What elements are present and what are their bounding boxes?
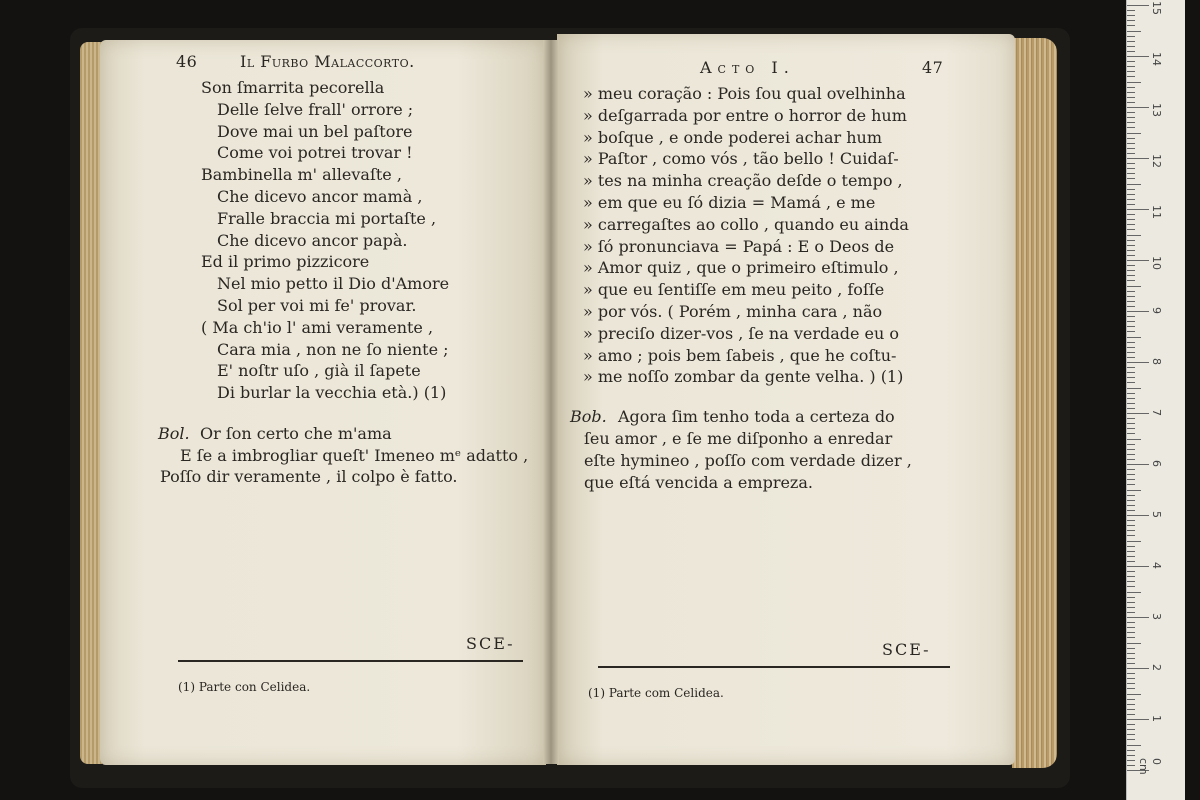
right-speaker: Bob. (570, 407, 607, 426)
ruler-tick (1127, 260, 1149, 261)
ruler-tick (1127, 87, 1135, 88)
ruler-number: 10 (1150, 256, 1163, 270)
ruler-tick (1127, 739, 1135, 740)
prose-line: » tes na minha creação deſde o tempo , (583, 171, 903, 191)
ruler-number: 5 (1150, 511, 1163, 518)
speech-line: que eſtá vencida a empreza. (584, 473, 813, 492)
ruler-tick (1127, 551, 1135, 552)
ruler-tick (1127, 734, 1135, 735)
speech-line: Or ſon certo che m'ama (200, 424, 392, 443)
ruler-tick (1127, 316, 1135, 317)
ruler-tick (1127, 107, 1149, 108)
right-footnote: (1) Parte com Celidea. (588, 686, 724, 700)
ruler-tick (1127, 643, 1141, 644)
ruler-tick (1127, 602, 1135, 603)
ruler-tick (1127, 204, 1135, 205)
ruler-tick (1127, 688, 1135, 689)
ruler-tick (1127, 678, 1135, 679)
right-running-head: Acto I. (700, 58, 795, 77)
prose-line: » meu coração : Pois ſou qual ovelhinha (583, 84, 906, 103)
ruler-tick (1127, 566, 1149, 567)
ruler-tick (1127, 20, 1135, 21)
ruler-tick (1127, 729, 1135, 730)
ruler-tick (1127, 546, 1135, 547)
ruler-tick (1127, 148, 1135, 149)
ruler-tick (1127, 637, 1135, 638)
ruler-tick (1127, 464, 1149, 465)
left-footnote-rule (178, 660, 523, 662)
ruler-tick (1127, 663, 1135, 664)
left-footnote: (1) Parte con Celidea. (178, 680, 311, 694)
ruler-tick (1127, 403, 1135, 404)
speech-line: ſeu amor , e ſe me diſponho a enredar (584, 429, 893, 448)
ruler-tick (1127, 525, 1135, 526)
ruler-tick (1127, 745, 1141, 746)
ruler-tick (1127, 694, 1141, 695)
ruler-number: 14 (1150, 52, 1163, 66)
ruler-number: 7 (1150, 409, 1163, 416)
ruler-tick (1127, 382, 1135, 383)
ruler-tick (1127, 673, 1135, 674)
ruler-tick (1127, 571, 1135, 572)
ruler-tick (1127, 561, 1135, 562)
ruler-tick (1127, 10, 1135, 11)
ruler-tick (1127, 46, 1135, 47)
ruler-tick (1127, 597, 1135, 598)
ruler-number: 12 (1150, 154, 1163, 168)
verse-line: Delle ſelve frall' orrore ; (217, 99, 414, 119)
ruler-tick (1127, 393, 1135, 394)
left-page-number: 46 (176, 52, 198, 71)
ruler-tick (1127, 265, 1135, 266)
ruler-number: 13 (1150, 103, 1163, 117)
ruler-tick (1127, 388, 1141, 389)
ruler-tick (1127, 592, 1141, 593)
ruler-tick (1127, 495, 1135, 496)
ruler-tick (1127, 724, 1135, 725)
ruler-tick (1127, 133, 1141, 134)
ruler-tick (1127, 586, 1135, 587)
ruler-tick (1127, 168, 1135, 169)
ruler-tick (1127, 194, 1135, 195)
prose-line: » me noſſo zombar da gente velha. ) (1) (583, 367, 904, 387)
ruler-tick (1127, 627, 1135, 628)
verse-line: Come voi potrei trovar ! (217, 143, 413, 163)
ruler-tick (1127, 291, 1135, 292)
ruler-tick (1127, 138, 1135, 139)
prose-line: » em que eu ſó dizia = Mamá , e me (583, 193, 876, 212)
ruler-tick (1127, 122, 1135, 123)
ruler-tick (1127, 102, 1135, 103)
ruler-tick (1127, 648, 1135, 649)
verse-line: Bambinella m' allevaſte , (201, 165, 402, 185)
verse-line: Dove mai un bel paſtore (217, 121, 413, 141)
ruler-tick (1127, 61, 1135, 62)
ruler-unit-label: 0 cm (1137, 758, 1163, 775)
ruler-tick (1127, 250, 1135, 251)
prose-line: » Amor quiz , que o primeiro eſtimulo , (583, 258, 899, 278)
verse-line: Sol per voi mi fe' provar. (217, 296, 417, 315)
ruler-tick (1127, 209, 1149, 210)
ruler-tick (1127, 612, 1135, 613)
ruler-tick (1127, 357, 1135, 358)
ruler-tick (1127, 709, 1135, 710)
ruler-tick (1127, 576, 1135, 577)
speech-line: E ſe a imbrogliar queſt' Imeneo mᵉ adatto , (180, 445, 529, 465)
right-catchword: SCE- (882, 640, 931, 659)
ruler-tick (1127, 245, 1135, 246)
ruler-tick (1127, 454, 1135, 455)
ruler-tick (1127, 76, 1135, 77)
ruler-tick (1127, 112, 1135, 113)
ruler-tick (1127, 556, 1135, 557)
verse-line: Che dicevo ancor papà. (217, 230, 408, 250)
ruler-tick (1127, 439, 1141, 440)
verse-line: Che dicevo ancor mamà , (217, 187, 423, 206)
ruler-tick (1127, 372, 1135, 373)
ruler-tick (1127, 510, 1135, 511)
ruler-tick (1127, 15, 1135, 16)
ruler-tick (1127, 433, 1135, 434)
ruler-tick (1127, 398, 1135, 399)
ruler-tick (1127, 214, 1135, 215)
ruler-tick (1127, 530, 1135, 531)
ruler-number: 4 (1150, 562, 1163, 569)
ruler-tick (1127, 143, 1135, 144)
ruler-tick (1127, 173, 1135, 174)
left-page-edges (80, 42, 102, 764)
ruler-tick (1127, 189, 1135, 190)
ruler-tick (1127, 469, 1135, 470)
ruler-tick (1127, 408, 1135, 409)
ruler-tick (1127, 719, 1149, 720)
prose-line: » carregaſtes ao collo , quando eu ainda (583, 214, 909, 234)
ruler-tick (1127, 337, 1141, 338)
ruler-tick (1127, 219, 1135, 220)
prose-line: » ſó pronunciava = Papá : E o Deos de (583, 236, 895, 256)
ruler-tick (1127, 163, 1135, 164)
ruler-tick (1127, 750, 1135, 751)
prose-line: » boſque , e onde poderei achar hum (583, 127, 882, 147)
ruler-tick (1127, 296, 1135, 297)
ruler-tick (1127, 490, 1141, 491)
ruler-tick (1127, 632, 1135, 633)
speech-line: Agora ſim tenho toda a certeza do (618, 407, 895, 426)
ruler-tick (1127, 704, 1135, 705)
ruler-tick (1127, 362, 1149, 363)
ruler-tick (1127, 699, 1135, 700)
ruler-tick (1127, 153, 1135, 154)
ruler-tick (1127, 255, 1135, 256)
ruler-tick (1127, 286, 1141, 287)
ruler-tick (1127, 311, 1149, 312)
ruler-tick (1127, 617, 1149, 618)
ruler-tick (1127, 449, 1135, 450)
ruler-tick (1127, 82, 1141, 83)
verse-line: Son ſmarrita pecorella (201, 78, 385, 97)
ruler-tick (1127, 326, 1135, 327)
speech-line: Poſſo dir veramente , il colpo è fatto. (160, 467, 458, 486)
ruler-tick (1127, 51, 1135, 52)
ruler-tick (1127, 41, 1135, 42)
ruler-tick (1127, 444, 1135, 445)
prose-line: » que eu ſentiſſe em meu peito , foſſe (583, 280, 885, 300)
ruler-tick (1127, 714, 1135, 715)
ruler-tick (1127, 117, 1135, 118)
ruler-tick (1127, 418, 1135, 419)
ruler-tick (1127, 66, 1135, 67)
prose-line: » por vós. ( Porém , minha cara , não (583, 302, 883, 321)
ruler-tick (1127, 474, 1135, 475)
ruler-tick (1127, 199, 1135, 200)
ruler-tick (1127, 668, 1149, 669)
ruler-tick (1127, 25, 1135, 26)
ruler-tick (1127, 97, 1135, 98)
verse-line: E' noſtr uſo , già il ſapete (217, 361, 421, 381)
prose-line: » amo ; pois bem ſabeis , que he coſtu- (583, 345, 897, 365)
verse-line: ( Ma ch'io l' ami veramente , (201, 317, 434, 337)
prose-line: » Paſtor , como vós , tão bello ! Cuidaſ- (583, 149, 899, 169)
ruler-tick (1127, 653, 1135, 654)
ruler-tick (1127, 500, 1135, 501)
ruler-tick (1127, 541, 1141, 542)
ruler-tick (1127, 270, 1135, 271)
ruler-tick (1127, 56, 1149, 57)
right-page-edges (1012, 38, 1057, 768)
ruler-tick (1127, 459, 1135, 460)
ruler-tick (1127, 280, 1135, 281)
left-running-head: Il Furbo Malaccorto. (240, 52, 415, 71)
ruler-tick (1127, 347, 1135, 348)
measuring-ruler (1126, 0, 1185, 800)
ruler-tick (1127, 765, 1135, 766)
ruler-tick (1127, 658, 1135, 659)
verse-line: Fralle braccia mi portaſte , (217, 208, 437, 228)
ruler-tick (1127, 622, 1135, 623)
ruler-tick (1127, 683, 1135, 684)
ruler-tick (1127, 607, 1135, 608)
ruler-tick (1127, 5, 1149, 6)
ruler-number: 1 (1150, 715, 1163, 722)
right-page-number: 47 (922, 58, 944, 77)
book-gutter (543, 40, 559, 764)
ruler-tick (1127, 331, 1135, 332)
ruler-tick (1127, 581, 1135, 582)
prose-line: » deſgarrada por entre o horror de hum (583, 105, 907, 125)
ruler-tick (1127, 413, 1149, 414)
ruler-tick (1127, 535, 1135, 536)
ruler-tick (1127, 92, 1135, 93)
ruler-number: 3 (1150, 613, 1163, 620)
ruler-tick (1127, 178, 1135, 179)
ruler-tick (1127, 428, 1135, 429)
ruler-number: 2 (1150, 664, 1163, 671)
verse-line: Nel mio petto il Dio d'Amore (217, 274, 450, 294)
verse-line: Ed il primo pizzicore (201, 252, 370, 272)
ruler-tick (1127, 423, 1135, 424)
left-catchword: SCE- (466, 634, 515, 653)
left-speaker: Bol. (158, 424, 190, 443)
ruler-tick (1127, 235, 1141, 236)
ruler-tick (1127, 321, 1135, 322)
ruler-tick (1127, 520, 1135, 521)
ruler-tick (1127, 158, 1149, 159)
ruler-number: 6 (1150, 460, 1163, 467)
ruler-tick (1127, 301, 1135, 302)
ruler-tick (1127, 760, 1135, 761)
ruler-tick (1127, 224, 1135, 225)
ruler-tick (1127, 755, 1135, 756)
verse-line: Di burlar la vecchia età.) (1) (217, 383, 447, 403)
ruler-tick (1127, 484, 1135, 485)
right-footnote-rule (598, 666, 950, 668)
ruler-tick (1127, 229, 1135, 230)
ruler-tick (1127, 306, 1135, 307)
ruler-tick (1127, 127, 1135, 128)
ruler-tick (1127, 184, 1141, 185)
ruler-number: 8 (1150, 358, 1163, 365)
ruler-tick (1127, 36, 1135, 37)
ruler-tick (1127, 515, 1149, 516)
ruler-number: 15 (1150, 1, 1163, 15)
prose-line: » preciſo dizer-vos , ſe na verdade eu o (583, 323, 900, 343)
ruler-tick (1127, 71, 1135, 72)
ruler-tick (1127, 342, 1135, 343)
ruler-tick (1127, 352, 1135, 353)
ruler-tick (1127, 240, 1135, 241)
ruler-number: 11 (1150, 205, 1163, 219)
verse-line: Cara mia , non ne ſo niente ; (217, 339, 449, 359)
speech-line: eſte hymineo , poſſo com verdade dizer , (584, 451, 912, 470)
ruler-tick (1127, 479, 1135, 480)
ruler-number: 9 (1150, 307, 1163, 314)
ruler-tick (1127, 367, 1135, 368)
ruler-tick (1127, 275, 1135, 276)
ruler-tick (1127, 505, 1135, 506)
ruler-tick (1127, 377, 1135, 378)
ruler-tick (1127, 31, 1141, 32)
